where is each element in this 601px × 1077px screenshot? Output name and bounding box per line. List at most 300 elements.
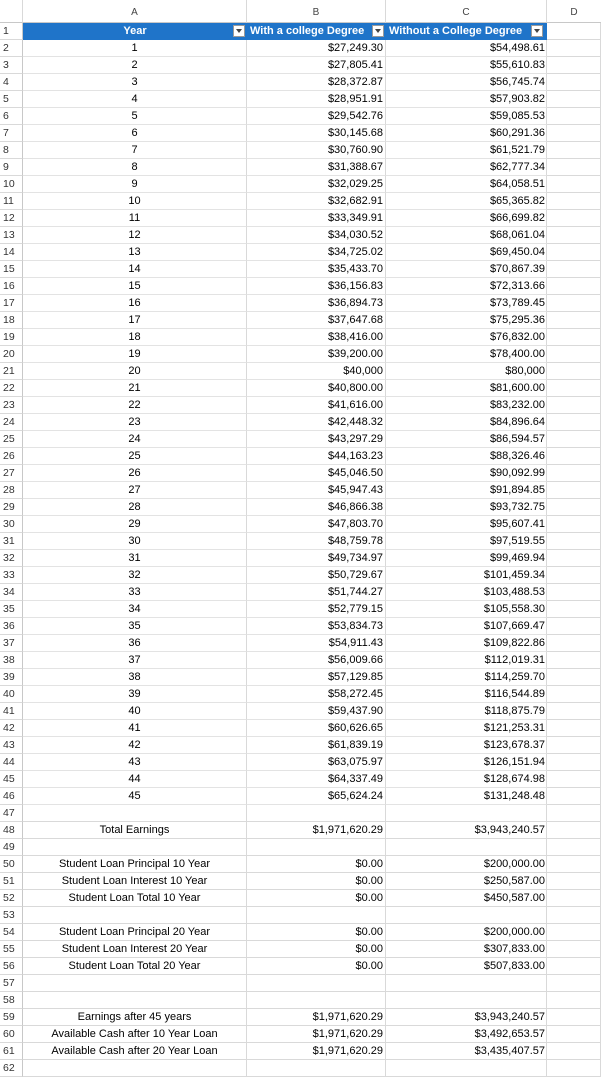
- with-degree-cell[interactable]: $45,046.50: [247, 465, 386, 482]
- year-cell[interactable]: 38: [23, 669, 247, 686]
- cell-d[interactable]: [547, 873, 601, 890]
- without-degree-cell[interactable]: $114,259.70: [386, 669, 547, 686]
- row-header[interactable]: 32: [0, 550, 23, 567]
- with-degree-cell[interactable]: $60,626.65: [247, 720, 386, 737]
- without-degree-cell[interactable]: $200,000.00: [386, 856, 547, 873]
- row-header[interactable]: 55: [0, 941, 23, 958]
- without-degree-cell[interactable]: [386, 839, 547, 856]
- cell-d[interactable]: [547, 958, 601, 975]
- without-degree-cell[interactable]: $121,253.31: [386, 720, 547, 737]
- row-header[interactable]: 53: [0, 907, 23, 924]
- row-header[interactable]: 54: [0, 924, 23, 941]
- year-cell[interactable]: 44: [23, 771, 247, 788]
- cell-d[interactable]: [547, 992, 601, 1009]
- row-header[interactable]: 23: [0, 397, 23, 414]
- year-cell[interactable]: 6: [23, 125, 247, 142]
- row-header[interactable]: 2: [0, 40, 23, 57]
- row-header[interactable]: 20: [0, 346, 23, 363]
- without-degree-cell[interactable]: $91,894.85: [386, 482, 547, 499]
- row-header[interactable]: 17: [0, 295, 23, 312]
- with-degree-cell[interactable]: $34,030.52: [247, 227, 386, 244]
- year-cell[interactable]: 21: [23, 380, 247, 397]
- year-cell[interactable]: 10: [23, 193, 247, 210]
- with-degree-cell[interactable]: $34,725.02: [247, 244, 386, 261]
- year-cell[interactable]: 15: [23, 278, 247, 295]
- without-degree-cell[interactable]: $76,832.00: [386, 329, 547, 346]
- without-degree-cell[interactable]: $118,875.79: [386, 703, 547, 720]
- summary-label-cell[interactable]: Student Loan Total 10 Year: [23, 890, 247, 907]
- cell-d[interactable]: [547, 23, 601, 40]
- header-cell-with-degree[interactable]: [247, 23, 386, 40]
- header-cell-without-degree[interactable]: [386, 23, 547, 40]
- row-header[interactable]: 51: [0, 873, 23, 890]
- summary-label-cell[interactable]: Student Loan Principal 10 Year: [23, 856, 247, 873]
- row-header[interactable]: 11: [0, 193, 23, 210]
- cell-d[interactable]: [547, 499, 601, 516]
- without-degree-cell[interactable]: $61,521.79: [386, 142, 547, 159]
- row-header[interactable]: 48: [0, 822, 23, 839]
- filter-dropdown-icon[interactable]: [233, 25, 245, 37]
- without-degree-cell[interactable]: $57,903.82: [386, 91, 547, 108]
- with-degree-cell[interactable]: $0.00: [247, 941, 386, 958]
- with-degree-cell[interactable]: $38,416.00: [247, 329, 386, 346]
- row-header[interactable]: 33: [0, 567, 23, 584]
- filter-dropdown-icon[interactable]: [531, 25, 543, 37]
- with-degree-cell[interactable]: $1,971,620.29: [247, 1009, 386, 1026]
- column-header-c[interactable]: C: [386, 0, 547, 23]
- year-cell[interactable]: 24: [23, 431, 247, 448]
- cell-d[interactable]: [547, 108, 601, 125]
- without-degree-cell[interactable]: $93,732.75: [386, 499, 547, 516]
- with-degree-cell[interactable]: $41,616.00: [247, 397, 386, 414]
- year-cell[interactable]: 23: [23, 414, 247, 431]
- with-degree-cell[interactable]: $47,803.70: [247, 516, 386, 533]
- cell-d[interactable]: [547, 1009, 601, 1026]
- with-degree-cell[interactable]: $27,249.30: [247, 40, 386, 57]
- with-degree-cell[interactable]: $51,744.27: [247, 584, 386, 601]
- with-degree-cell[interactable]: $43,297.29: [247, 431, 386, 448]
- row-header[interactable]: 47: [0, 805, 23, 822]
- row-header[interactable]: 24: [0, 414, 23, 431]
- with-degree-cell[interactable]: $32,029.25: [247, 176, 386, 193]
- without-degree-cell[interactable]: [386, 975, 547, 992]
- without-degree-cell[interactable]: $66,699.82: [386, 210, 547, 227]
- row-header[interactable]: 13: [0, 227, 23, 244]
- summary-label-cell[interactable]: [23, 992, 247, 1009]
- cell-d[interactable]: [547, 618, 601, 635]
- with-degree-cell[interactable]: $30,145.68: [247, 125, 386, 142]
- without-degree-cell[interactable]: $72,313.66: [386, 278, 547, 295]
- with-degree-cell[interactable]: $48,759.78: [247, 533, 386, 550]
- without-degree-cell[interactable]: $3,492,653.57: [386, 1026, 547, 1043]
- with-degree-cell[interactable]: $61,839.19: [247, 737, 386, 754]
- with-degree-cell[interactable]: $45,947.43: [247, 482, 386, 499]
- cell-d[interactable]: [547, 312, 601, 329]
- row-header[interactable]: 14: [0, 244, 23, 261]
- row-header[interactable]: 30: [0, 516, 23, 533]
- without-degree-cell[interactable]: $123,678.37: [386, 737, 547, 754]
- without-degree-cell[interactable]: $103,488.53: [386, 584, 547, 601]
- without-degree-cell[interactable]: $90,092.99: [386, 465, 547, 482]
- column-header-d[interactable]: D: [547, 0, 601, 23]
- row-header[interactable]: 12: [0, 210, 23, 227]
- cell-d[interactable]: [547, 380, 601, 397]
- without-degree-cell[interactable]: $68,061.04: [386, 227, 547, 244]
- summary-label-cell[interactable]: Student Loan Interest 10 Year: [23, 873, 247, 890]
- row-header[interactable]: 5: [0, 91, 23, 108]
- without-degree-cell[interactable]: $56,745.74: [386, 74, 547, 91]
- year-cell[interactable]: 7: [23, 142, 247, 159]
- without-degree-cell[interactable]: $250,587.00: [386, 873, 547, 890]
- cell-d[interactable]: [547, 601, 601, 618]
- without-degree-cell[interactable]: $75,295.36: [386, 312, 547, 329]
- cell-d[interactable]: [547, 1043, 601, 1060]
- without-degree-cell[interactable]: $128,674.98: [386, 771, 547, 788]
- cell-d[interactable]: [547, 941, 601, 958]
- column-header-a[interactable]: A: [23, 0, 247, 23]
- year-cell[interactable]: 39: [23, 686, 247, 703]
- without-degree-cell[interactable]: [386, 1060, 547, 1077]
- with-degree-cell[interactable]: $64,337.49: [247, 771, 386, 788]
- cell-d[interactable]: [547, 278, 601, 295]
- year-cell[interactable]: 5: [23, 108, 247, 125]
- row-header[interactable]: 27: [0, 465, 23, 482]
- summary-label-cell[interactable]: Available Cash after 20 Year Loan: [23, 1043, 247, 1060]
- cell-d[interactable]: [547, 652, 601, 669]
- with-degree-cell[interactable]: $39,200.00: [247, 346, 386, 363]
- without-degree-cell[interactable]: $200,000.00: [386, 924, 547, 941]
- with-degree-cell[interactable]: $28,951.91: [247, 91, 386, 108]
- year-cell[interactable]: 26: [23, 465, 247, 482]
- without-degree-cell[interactable]: $95,607.41: [386, 516, 547, 533]
- year-cell[interactable]: 8: [23, 159, 247, 176]
- year-cell[interactable]: 17: [23, 312, 247, 329]
- without-degree-cell[interactable]: $126,151.94: [386, 754, 547, 771]
- with-degree-cell[interactable]: [247, 805, 386, 822]
- with-degree-cell[interactable]: $37,647.68: [247, 312, 386, 329]
- cell-d[interactable]: [547, 584, 601, 601]
- year-cell[interactable]: 20: [23, 363, 247, 380]
- cell-d[interactable]: [547, 1026, 601, 1043]
- cell-d[interactable]: [547, 567, 601, 584]
- summary-label-cell[interactable]: Student Loan Total 20 Year: [23, 958, 247, 975]
- cell-d[interactable]: [547, 295, 601, 312]
- year-cell[interactable]: 30: [23, 533, 247, 550]
- year-cell[interactable]: 27: [23, 482, 247, 499]
- with-degree-cell[interactable]: $63,075.97: [247, 754, 386, 771]
- without-degree-cell[interactable]: $64,058.51: [386, 176, 547, 193]
- summary-label-cell[interactable]: Earnings after 45 years: [23, 1009, 247, 1026]
- year-cell[interactable]: 1: [23, 40, 247, 57]
- without-degree-cell[interactable]: $97,519.55: [386, 533, 547, 550]
- without-degree-cell[interactable]: $81,600.00: [386, 380, 547, 397]
- with-degree-cell[interactable]: $44,163.23: [247, 448, 386, 465]
- row-header[interactable]: 46: [0, 788, 23, 805]
- without-degree-cell[interactable]: $78,400.00: [386, 346, 547, 363]
- year-cell[interactable]: 42: [23, 737, 247, 754]
- without-degree-cell[interactable]: [386, 992, 547, 1009]
- year-cell[interactable]: 11: [23, 210, 247, 227]
- with-degree-cell[interactable]: $0.00: [247, 856, 386, 873]
- cell-d[interactable]: [547, 669, 601, 686]
- row-header[interactable]: 19: [0, 329, 23, 346]
- without-degree-cell[interactable]: [386, 907, 547, 924]
- cell-d[interactable]: [547, 176, 601, 193]
- cell-d[interactable]: [547, 244, 601, 261]
- without-degree-cell[interactable]: $59,085.53: [386, 108, 547, 125]
- cell-d[interactable]: [547, 737, 601, 754]
- summary-label-cell[interactable]: Student Loan Principal 20 Year: [23, 924, 247, 941]
- cell-d[interactable]: [547, 1060, 601, 1077]
- summary-label-cell[interactable]: Student Loan Interest 20 Year: [23, 941, 247, 958]
- row-header[interactable]: 36: [0, 618, 23, 635]
- with-degree-cell[interactable]: $59,437.90: [247, 703, 386, 720]
- row-header[interactable]: 35: [0, 601, 23, 618]
- year-cell[interactable]: 18: [23, 329, 247, 346]
- with-degree-cell[interactable]: $32,682.91: [247, 193, 386, 210]
- with-degree-cell[interactable]: [247, 975, 386, 992]
- without-degree-cell[interactable]: [386, 805, 547, 822]
- with-degree-cell[interactable]: $31,388.67: [247, 159, 386, 176]
- row-header[interactable]: 39: [0, 669, 23, 686]
- with-degree-cell[interactable]: $0.00: [247, 890, 386, 907]
- with-degree-cell[interactable]: $52,779.15: [247, 601, 386, 618]
- with-degree-cell[interactable]: $46,866.38: [247, 499, 386, 516]
- year-cell[interactable]: 43: [23, 754, 247, 771]
- row-header[interactable]: 16: [0, 278, 23, 295]
- with-degree-cell[interactable]: $57,129.85: [247, 669, 386, 686]
- without-degree-cell[interactable]: $69,450.04: [386, 244, 547, 261]
- without-degree-cell[interactable]: $62,777.34: [386, 159, 547, 176]
- cell-d[interactable]: [547, 907, 601, 924]
- filter-dropdown-icon[interactable]: [372, 25, 384, 37]
- cell-d[interactable]: [547, 805, 601, 822]
- cell-d[interactable]: [547, 856, 601, 873]
- without-degree-cell[interactable]: $450,587.00: [386, 890, 547, 907]
- header-cell-year[interactable]: [23, 23, 247, 40]
- year-cell[interactable]: 41: [23, 720, 247, 737]
- cell-d[interactable]: [547, 635, 601, 652]
- without-degree-cell[interactable]: $84,896.64: [386, 414, 547, 431]
- cell-d[interactable]: [547, 839, 601, 856]
- summary-label-cell[interactable]: [23, 839, 247, 856]
- cell-d[interactable]: [547, 414, 601, 431]
- with-degree-cell[interactable]: $27,805.41: [247, 57, 386, 74]
- without-degree-cell[interactable]: $105,558.30: [386, 601, 547, 618]
- without-degree-cell[interactable]: $80,000: [386, 363, 547, 380]
- year-cell[interactable]: 3: [23, 74, 247, 91]
- with-degree-cell[interactable]: $36,156.83: [247, 278, 386, 295]
- without-degree-cell[interactable]: $109,822.86: [386, 635, 547, 652]
- row-header[interactable]: 58: [0, 992, 23, 1009]
- row-header[interactable]: 1: [0, 23, 23, 40]
- with-degree-cell[interactable]: $35,433.70: [247, 261, 386, 278]
- without-degree-cell[interactable]: $86,594.57: [386, 431, 547, 448]
- row-header[interactable]: 45: [0, 771, 23, 788]
- cell-d[interactable]: [547, 159, 601, 176]
- with-degree-cell[interactable]: $36,894.73: [247, 295, 386, 312]
- row-header[interactable]: 43: [0, 737, 23, 754]
- without-degree-cell[interactable]: $3,943,240.57: [386, 822, 547, 839]
- row-header[interactable]: 4: [0, 74, 23, 91]
- year-cell[interactable]: 28: [23, 499, 247, 516]
- cell-d[interactable]: [547, 754, 601, 771]
- with-degree-cell[interactable]: [247, 839, 386, 856]
- year-cell[interactable]: 25: [23, 448, 247, 465]
- cell-d[interactable]: [547, 533, 601, 550]
- without-degree-cell[interactable]: $65,365.82: [386, 193, 547, 210]
- summary-label-cell[interactable]: [23, 805, 247, 822]
- with-degree-cell[interactable]: [247, 992, 386, 1009]
- with-degree-cell[interactable]: $0.00: [247, 958, 386, 975]
- year-cell[interactable]: 16: [23, 295, 247, 312]
- without-degree-cell[interactable]: $107,669.47: [386, 618, 547, 635]
- cell-d[interactable]: [547, 261, 601, 278]
- summary-label-cell[interactable]: [23, 907, 247, 924]
- cell-d[interactable]: [547, 890, 601, 907]
- with-degree-cell[interactable]: $0.00: [247, 873, 386, 890]
- row-header[interactable]: 3: [0, 57, 23, 74]
- with-degree-cell[interactable]: $0.00: [247, 924, 386, 941]
- without-degree-cell[interactable]: $116,544.89: [386, 686, 547, 703]
- year-cell[interactable]: 33: [23, 584, 247, 601]
- row-header[interactable]: 61: [0, 1043, 23, 1060]
- cell-d[interactable]: [547, 788, 601, 805]
- year-cell[interactable]: 14: [23, 261, 247, 278]
- without-degree-cell[interactable]: $307,833.00: [386, 941, 547, 958]
- row-header[interactable]: 57: [0, 975, 23, 992]
- row-header[interactable]: 15: [0, 261, 23, 278]
- without-degree-cell[interactable]: $70,867.39: [386, 261, 547, 278]
- with-degree-cell[interactable]: $49,734.97: [247, 550, 386, 567]
- year-cell[interactable]: 34: [23, 601, 247, 618]
- without-degree-cell[interactable]: $131,248.48: [386, 788, 547, 805]
- row-header[interactable]: 37: [0, 635, 23, 652]
- year-cell[interactable]: 22: [23, 397, 247, 414]
- without-degree-cell[interactable]: $507,833.00: [386, 958, 547, 975]
- year-cell[interactable]: 13: [23, 244, 247, 261]
- with-degree-cell[interactable]: $56,009.66: [247, 652, 386, 669]
- cell-d[interactable]: [547, 363, 601, 380]
- row-header[interactable]: 49: [0, 839, 23, 856]
- cell-d[interactable]: [547, 822, 601, 839]
- with-degree-cell[interactable]: $53,834.73: [247, 618, 386, 635]
- cell-d[interactable]: [547, 703, 601, 720]
- row-header[interactable]: 60: [0, 1026, 23, 1043]
- without-degree-cell[interactable]: $101,459.34: [386, 567, 547, 584]
- cell-d[interactable]: [547, 448, 601, 465]
- row-header[interactable]: 25: [0, 431, 23, 448]
- cell-d[interactable]: [547, 720, 601, 737]
- row-header[interactable]: 6: [0, 108, 23, 125]
- row-header[interactable]: 9: [0, 159, 23, 176]
- without-degree-cell[interactable]: $3,435,407.57: [386, 1043, 547, 1060]
- year-cell[interactable]: 19: [23, 346, 247, 363]
- with-degree-cell[interactable]: $29,542.76: [247, 108, 386, 125]
- without-degree-cell[interactable]: $54,498.61: [386, 40, 547, 57]
- year-cell[interactable]: 40: [23, 703, 247, 720]
- without-degree-cell[interactable]: $99,469.94: [386, 550, 547, 567]
- row-header[interactable]: 22: [0, 380, 23, 397]
- row-header[interactable]: 29: [0, 499, 23, 516]
- summary-label-cell[interactable]: [23, 975, 247, 992]
- cell-d[interactable]: [547, 924, 601, 941]
- row-header[interactable]: 56: [0, 958, 23, 975]
- cell-d[interactable]: [547, 74, 601, 91]
- row-header[interactable]: 10: [0, 176, 23, 193]
- select-all-corner[interactable]: [0, 0, 23, 23]
- year-cell[interactable]: 31: [23, 550, 247, 567]
- cell-d[interactable]: [547, 57, 601, 74]
- row-header[interactable]: 26: [0, 448, 23, 465]
- summary-label-cell[interactable]: Available Cash after 10 Year Loan: [23, 1026, 247, 1043]
- cell-d[interactable]: [547, 975, 601, 992]
- row-header[interactable]: 44: [0, 754, 23, 771]
- with-degree-cell[interactable]: $54,911.43: [247, 635, 386, 652]
- without-degree-cell[interactable]: $112,019.31: [386, 652, 547, 669]
- row-header[interactable]: 62: [0, 1060, 23, 1077]
- row-header[interactable]: 8: [0, 142, 23, 159]
- year-cell[interactable]: 29: [23, 516, 247, 533]
- without-degree-cell[interactable]: $55,610.83: [386, 57, 547, 74]
- year-cell[interactable]: 32: [23, 567, 247, 584]
- cell-d[interactable]: [547, 516, 601, 533]
- year-cell[interactable]: 36: [23, 635, 247, 652]
- row-header[interactable]: 52: [0, 890, 23, 907]
- row-header[interactable]: 42: [0, 720, 23, 737]
- year-cell[interactable]: 4: [23, 91, 247, 108]
- cell-d[interactable]: [547, 431, 601, 448]
- with-degree-cell[interactable]: $1,971,620.29: [247, 1043, 386, 1060]
- summary-label-cell[interactable]: Total Earnings: [23, 822, 247, 839]
- without-degree-cell[interactable]: $3,943,240.57: [386, 1009, 547, 1026]
- cell-d[interactable]: [547, 329, 601, 346]
- with-degree-cell[interactable]: $50,729.67: [247, 567, 386, 584]
- without-degree-cell[interactable]: $60,291.36: [386, 125, 547, 142]
- with-degree-cell[interactable]: $33,349.91: [247, 210, 386, 227]
- cell-d[interactable]: [547, 346, 601, 363]
- row-header[interactable]: 40: [0, 686, 23, 703]
- row-header[interactable]: 38: [0, 652, 23, 669]
- row-header[interactable]: 7: [0, 125, 23, 142]
- with-degree-cell[interactable]: [247, 1060, 386, 1077]
- row-header[interactable]: 41: [0, 703, 23, 720]
- row-header[interactable]: 31: [0, 533, 23, 550]
- year-cell[interactable]: 9: [23, 176, 247, 193]
- with-degree-cell[interactable]: $58,272.45: [247, 686, 386, 703]
- with-degree-cell[interactable]: [247, 907, 386, 924]
- cell-d[interactable]: [547, 771, 601, 788]
- year-cell[interactable]: 12: [23, 227, 247, 244]
- year-cell[interactable]: 2: [23, 57, 247, 74]
- row-header[interactable]: 21: [0, 363, 23, 380]
- cell-d[interactable]: [547, 482, 601, 499]
- with-degree-cell[interactable]: $30,760.90: [247, 142, 386, 159]
- year-cell[interactable]: 45: [23, 788, 247, 805]
- with-degree-cell[interactable]: $40,800.00: [247, 380, 386, 397]
- cell-d[interactable]: [547, 465, 601, 482]
- with-degree-cell[interactable]: $42,448.32: [247, 414, 386, 431]
- cell-d[interactable]: [547, 193, 601, 210]
- cell-d[interactable]: [547, 397, 601, 414]
- without-degree-cell[interactable]: $83,232.00: [386, 397, 547, 414]
- row-header[interactable]: 50: [0, 856, 23, 873]
- cell-d[interactable]: [547, 550, 601, 567]
- cell-d[interactable]: [547, 91, 601, 108]
- summary-label-cell[interactable]: [23, 1060, 247, 1077]
- cell-d[interactable]: [547, 125, 601, 142]
- with-degree-cell[interactable]: $40,000: [247, 363, 386, 380]
